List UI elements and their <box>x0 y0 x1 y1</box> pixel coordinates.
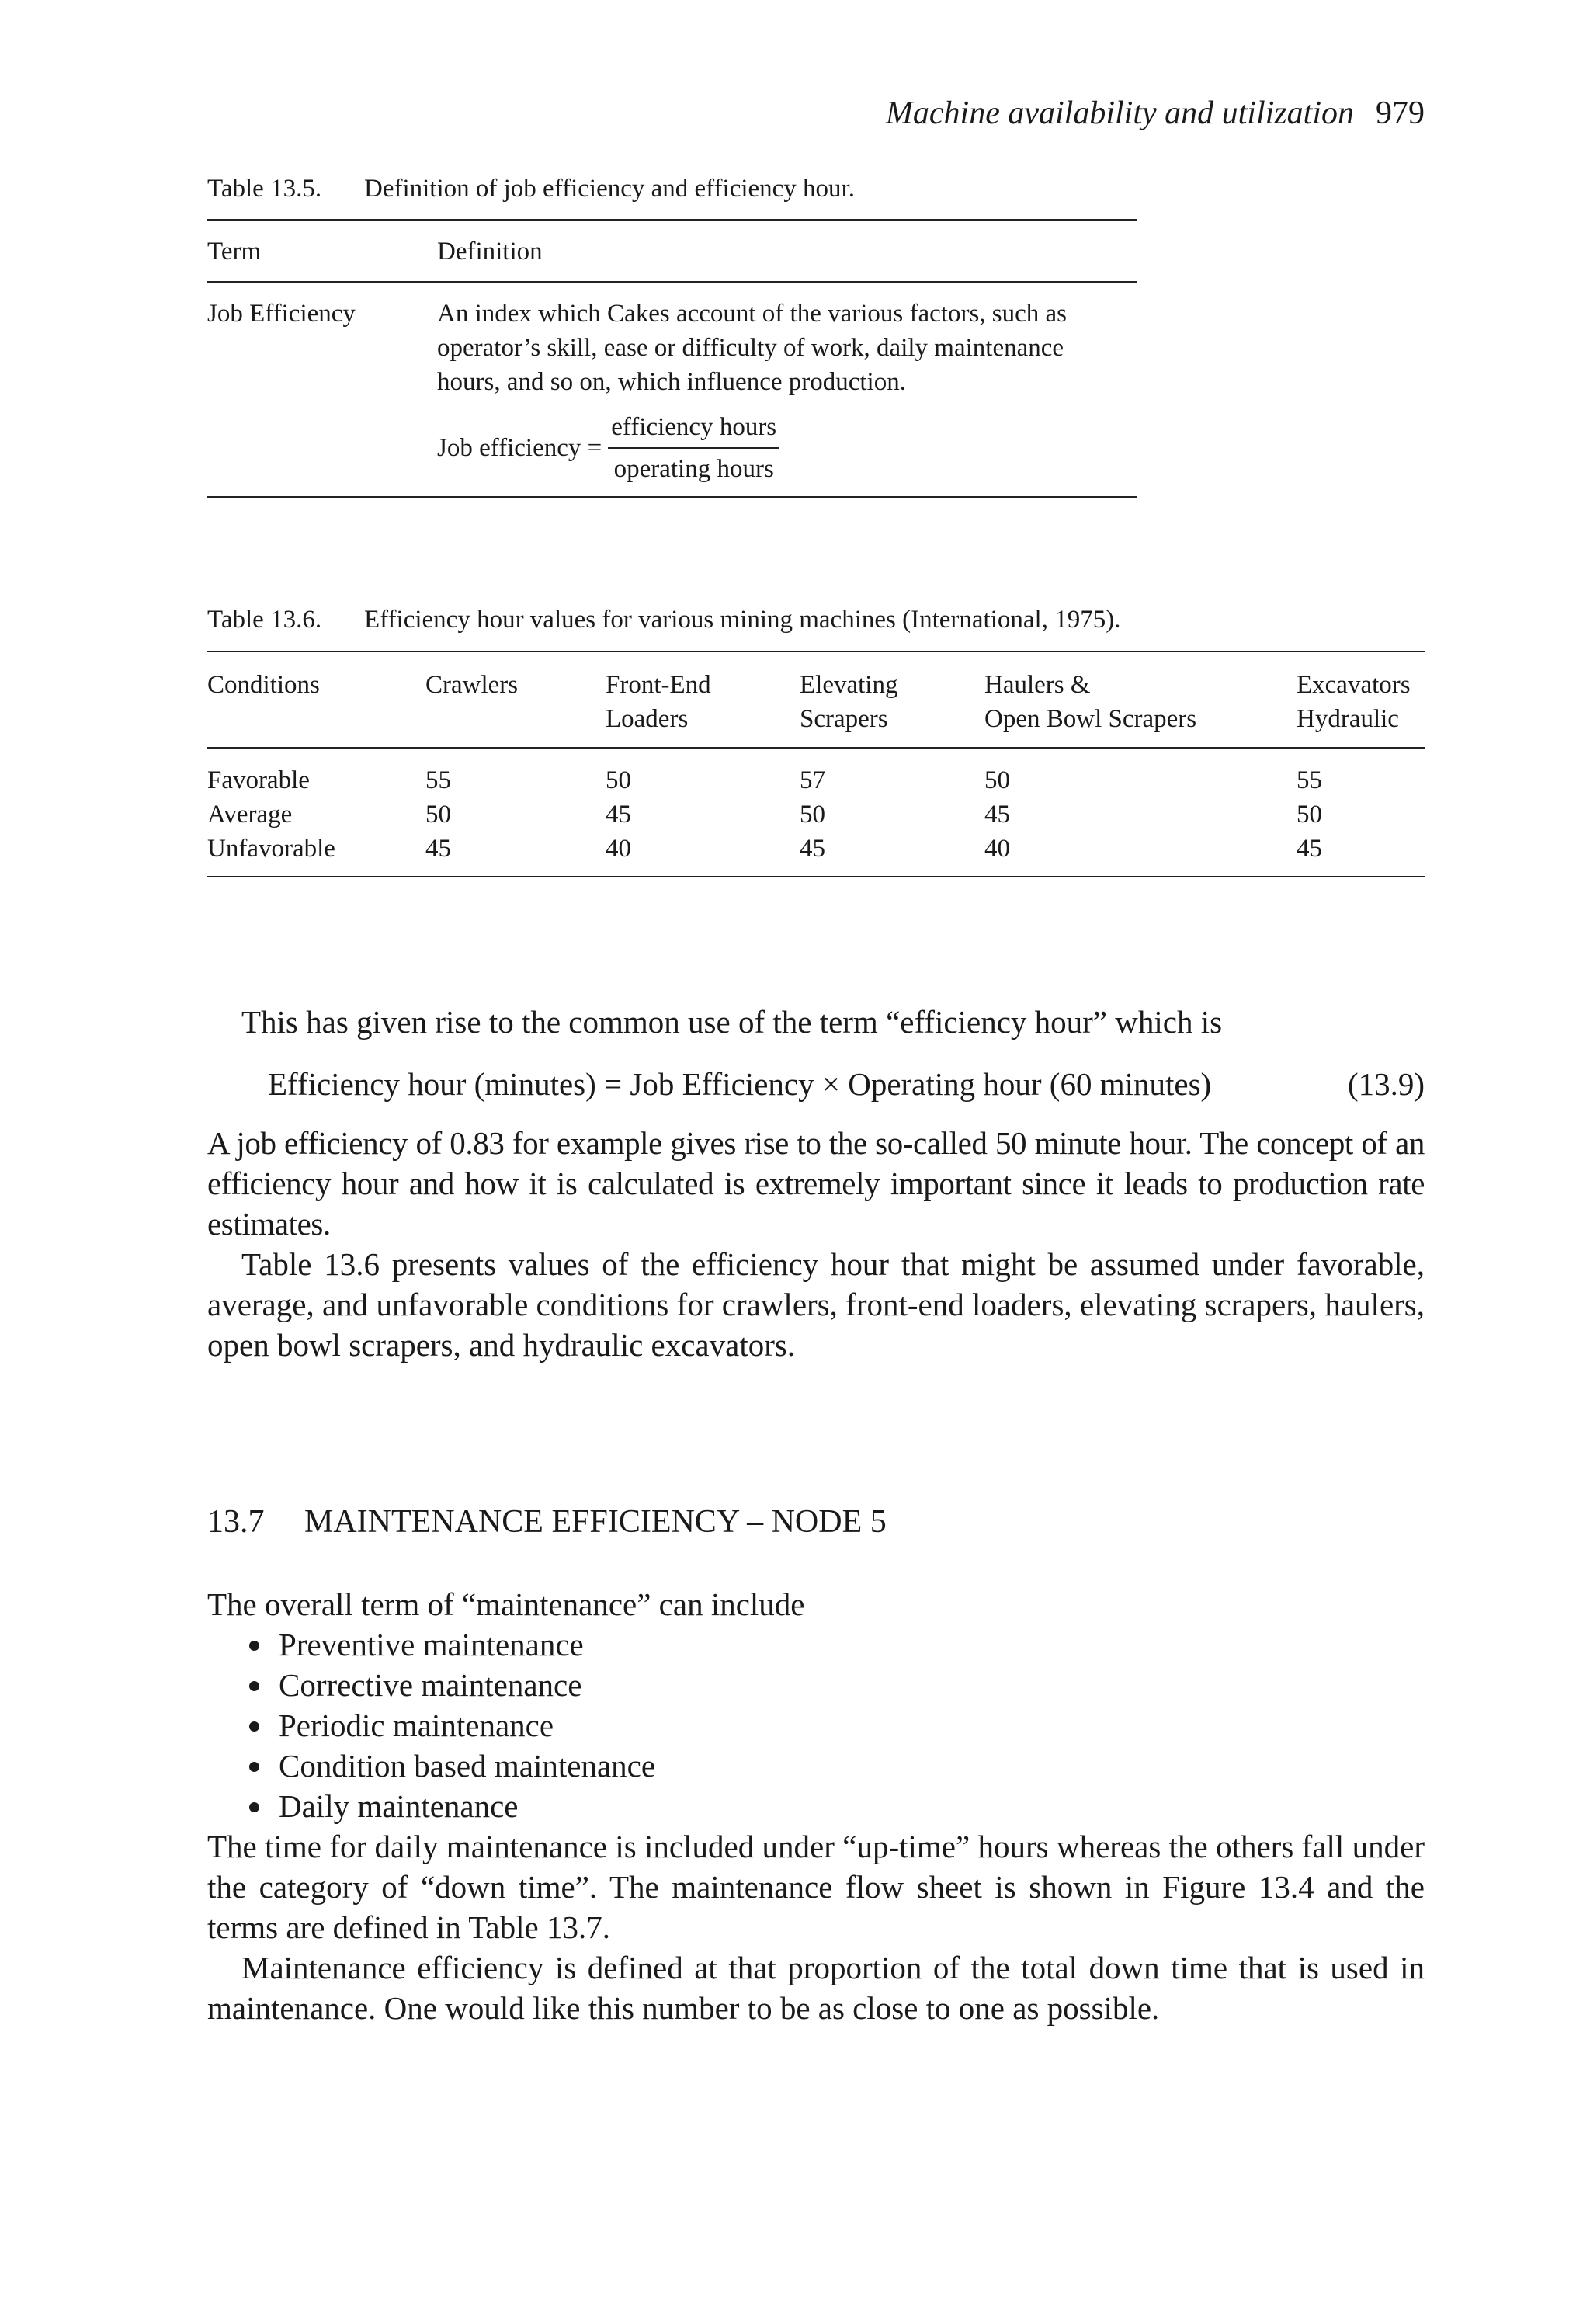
header-line: Front-End <box>606 671 711 699</box>
table-cell: Favorable <box>207 766 310 794</box>
bullet-icon <box>249 1762 259 1772</box>
header-line: Elevating <box>800 671 898 699</box>
list-item <box>243 1786 1408 1826</box>
table-cell: 45 <box>425 835 451 863</box>
table-cell: 45 <box>1297 835 1322 863</box>
table-13-6-header-conditions <box>207 668 320 702</box>
table-cell: 40 <box>984 835 1010 863</box>
list-item <box>243 1624 1408 1665</box>
list-item-text: Preventive maintenance <box>279 1627 584 1662</box>
intro-sentence: This has given rise to the common use of the term “efficiency hour” which is <box>241 1004 1223 1040</box>
header-line: Loaders <box>606 705 689 733</box>
list-item <box>243 1746 1408 1786</box>
table-13-5-label: Table 13.5. <box>207 175 322 203</box>
equation-number: (13.9) <box>1347 1066 1425 1102</box>
table-cell: 50 <box>1297 801 1322 829</box>
formula-lhs: Job efficiency = <box>437 434 602 462</box>
list-item-text: Periodic maintenance <box>279 1707 554 1743</box>
table-cell: 45 <box>606 801 631 829</box>
paragraph-maintenance-efficiency: Maintenance efficiency is defined at that proportion of the total down time that is used in maintenance. One would like this number to be as close to one as possible. <box>207 1950 1425 2026</box>
header-line: Haulers & <box>984 671 1091 699</box>
table-cell: 50 <box>800 801 825 829</box>
list-item <box>243 1705 1408 1746</box>
definition-line: An index which Cakes account of the various factors, such as <box>437 300 1068 328</box>
table-cell: 55 <box>425 766 451 794</box>
paragraph-table-13-6: Table 13.6 presents values of the efficiency hour that might be assumed under favorable, average, and unfavorable conditions for crawlers, front-end loaders, elevating scrapers, haulers, open bowl scrapers, and hydraulic excavators. <box>207 1246 1425 1363</box>
table-13-5-top-rule <box>207 219 1137 221</box>
section-title: MAINTENANCE EFFICIENCY – NODE 5 <box>304 1504 887 1540</box>
table-cell: 40 <box>606 835 631 863</box>
table-cell: Average <box>207 801 293 829</box>
table-13-6-col-conditions <box>207 763 335 866</box>
bullet-icon <box>249 1802 259 1812</box>
table-13-6-header-elevating-scrapers <box>800 668 897 736</box>
definition-line: operator’s skill, ease or difficulty of work, daily maintenance <box>437 334 1064 362</box>
running-header <box>823 95 1425 132</box>
list-item-text: Condition based maintenance <box>279 1748 656 1784</box>
table-13-6-col-crawlers <box>425 763 451 866</box>
table-cell: 57 <box>800 766 825 794</box>
formula-numerator: efficiency hours <box>608 412 779 449</box>
table-cell: 50 <box>606 766 631 794</box>
table-13-6-header-front-end-loaders <box>606 668 711 736</box>
paragraph-job-efficiency: A job efficiency of 0.83 for example gives rise to the so-called 50 minute hour. The concept of an efficiency hour and how it is calculated is extremely important since it leads to production rate estimates. <box>207 1125 1425 1242</box>
section-lead: The overall term of “maintenance” can include <box>207 1586 805 1622</box>
table-cell: 45 <box>984 801 1010 829</box>
table-13-6-header-haulers <box>984 668 1196 736</box>
table-13-5-bottom-rule <box>207 496 1137 498</box>
list-item-text: Corrective maintenance <box>279 1667 582 1703</box>
equation-13-9: Efficiency hour (minutes) = Job Efficiency × Operating hour (60 minutes) <box>268 1066 1212 1102</box>
header-line: Scrapers <box>800 705 888 733</box>
header-line: Hydraulic <box>1297 705 1399 733</box>
table-13-5-header-rule <box>207 281 1137 283</box>
running-title: Machine availability and utilization <box>885 96 1354 131</box>
header-line: Open Bowl Scrapers <box>984 705 1197 733</box>
table-cell: 50 <box>425 801 451 829</box>
table-13-6-header-rule <box>207 747 1425 749</box>
table-13-5-header-term: Term <box>207 238 262 266</box>
section-heading <box>207 1503 887 1541</box>
bullet-icon <box>249 1721 259 1732</box>
table-cell: 50 <box>984 766 1010 794</box>
table-13-6-header-crawlers <box>425 668 518 702</box>
table-13-6-top-rule <box>207 651 1425 652</box>
table-13-5-header-definition: Definition <box>437 238 543 266</box>
formula-fraction <box>608 412 779 485</box>
list-item-text: Daily maintenance <box>279 1788 519 1824</box>
bullet-icon <box>249 1681 259 1691</box>
formula-denominator: operating hours <box>613 455 774 483</box>
table-13-6-caption-text: Efficiency hour values for various mining machines (International, 1975). <box>364 606 1121 634</box>
list-item <box>243 1665 1408 1705</box>
table-13-6-col-haulers <box>984 763 1010 866</box>
table-13-5-caption <box>207 175 855 203</box>
table-cell: 45 <box>800 835 825 863</box>
definition-line: hours, and so on, which influence production. <box>437 368 906 396</box>
job-efficiency-formula <box>437 412 779 485</box>
table-13-6-label: Table 13.6. <box>207 606 322 634</box>
table-13-5-definition <box>437 297 1136 399</box>
bullet-icon <box>249 1641 259 1651</box>
table-13-6-col-loaders <box>606 763 631 866</box>
table-13-6-col-scrapers <box>800 763 825 866</box>
header-line: Excavators <box>1297 671 1411 699</box>
page-number: 979 <box>1376 96 1425 131</box>
paragraph-daily-maintenance: The time for daily maintenance is included under “up-time” hours whereas the others fall under the category of “down time”. The maintenance flow sheet is shown in Figure 13.4 and the terms are defined in Table 13.7. <box>207 1829 1425 1945</box>
header-line: Conditions <box>207 671 320 699</box>
header-line: Crawlers <box>425 671 519 699</box>
section-number: 13.7 <box>207 1504 265 1540</box>
table-13-6-header-excavators <box>1297 668 1411 736</box>
table-13-6-caption <box>207 606 1120 634</box>
maintenance-list <box>243 1624 1408 1826</box>
table-13-6-col-excavators <box>1297 763 1322 866</box>
table-13-5-term: Job Efficiency <box>207 300 356 328</box>
table-cell: 55 <box>1297 766 1322 794</box>
table-cell: Unfavorable <box>207 835 335 863</box>
table-13-5-caption-text: Definition of job efficiency and efficiency hour. <box>364 175 855 203</box>
table-13-6-bottom-rule <box>207 876 1425 877</box>
